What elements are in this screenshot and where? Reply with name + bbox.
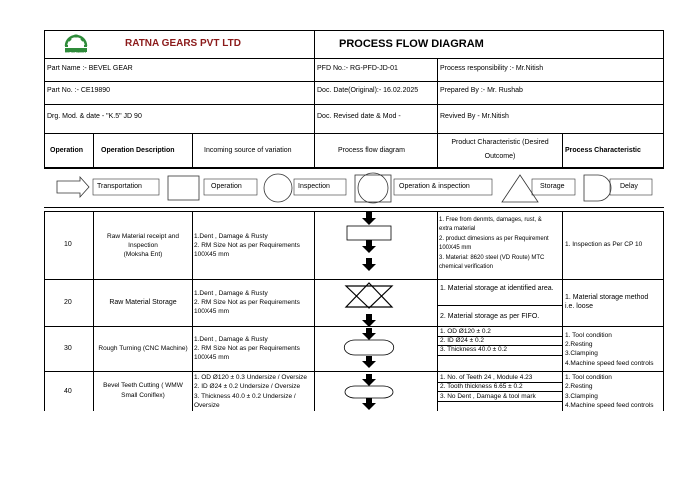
row-10-incoming-2: 2. RM Size Not as per Requirements (194, 242, 300, 249)
row-40-incoming-1: 1. OD Ø120 ± 0.3 Undersize / Oversize (194, 374, 308, 381)
row-10-desc-1: Raw Material receipt and (107, 233, 179, 240)
row-10-product-1: 1. Free from denmts, damages, rust, & (439, 217, 542, 223)
row-40-desc-1: Bevel Teeth Cutting ( WMW (103, 382, 183, 389)
row-40-product-2: 2. Tooth thickness 6.65 ± 0.2 (440, 383, 523, 390)
col-product-1: Product Characteristic (Desired (451, 139, 549, 146)
row-10-process-1: 1. Inspection as Per CP 10 (565, 241, 643, 248)
company-name: RATNA GEARS PVT LTD (125, 38, 241, 49)
doc-date: Doc. Date(Original):- 16.02.2025 (317, 87, 419, 94)
operation-step-40 (345, 386, 393, 398)
row-10-product-3: 2. product dimesions as per Requirement (439, 236, 549, 242)
row-10-product-6: chemical verification (439, 264, 494, 270)
row-40-product-3: 3. No Dent , Damage & tool mark (440, 393, 536, 400)
row-10-incoming-1: 1.Dent , Damage & Rusty (194, 233, 268, 240)
row-30-product-2: 2. ID Ø24 ± 0.2 (440, 337, 485, 344)
row-30-process-3: 3.Clamping (565, 350, 598, 357)
legend-delay: Delay (620, 183, 638, 190)
row-30-process-2: 2.Resting (565, 341, 593, 348)
row-40-incoming-2: 2. ID Ø24 ± 0.2 Undersize / Oversize (194, 383, 301, 390)
row-40-incoming-3: 3. Thickness 40.0 ± 0.2 Undersize / (194, 393, 296, 400)
row-10-desc-3: (Moksha Ent) (123, 251, 163, 258)
row-30-incoming-1: 1.Dent , Damage & Rusty (194, 336, 268, 343)
row-10-desc-2: Inspection (128, 242, 158, 249)
row-40-process-1: 1. Tool condition (565, 374, 612, 381)
row-30-incoming-3: 100X45 mm (194, 354, 230, 361)
row-20-incoming-2: 2. RM Size Not as per Requirements (194, 299, 300, 306)
row-40-op: 40 (64, 388, 72, 395)
row-20-incoming-3: 100X45 mm (194, 308, 230, 315)
row-40-process-3: 3.Clamping (565, 393, 598, 400)
row-10-product-2: extra material (439, 226, 476, 232)
row-20-incoming-1: 1.Dent , Damage & Rusty (194, 290, 268, 297)
operation-step-30 (344, 340, 393, 355)
row-30-incoming-2: 2. RM Size Not as per Requirements (194, 345, 300, 352)
row-30-product-3: 3. Thickness 40.0 ± 0.2 (440, 346, 508, 353)
row-40-desc-2: Small Coniflex) (121, 392, 165, 399)
col-process: Process Characteristic (565, 147, 641, 154)
col-flow: Process flow diagram (338, 147, 405, 154)
row-40-process-2: 2.Resting (565, 383, 593, 390)
legend-inspection: Inspection (298, 183, 330, 190)
col-product-2: Outcome) (484, 153, 516, 160)
operation-step-10 (347, 226, 391, 240)
row-30-process-1: 1. Tool condition (565, 332, 612, 339)
revived-by: Revived By - Mr.Nitish (440, 113, 509, 120)
drawing-mod: Drg. Mod. & date - "K.5" JD 90 (47, 113, 142, 120)
pfd-no: PFD No.:- RG-PFD-JD-01 (317, 65, 398, 72)
doc-title: PROCESS FLOW DIAGRAM (339, 38, 484, 50)
part-name: Part Name :- BEVEL GEAR (47, 65, 133, 72)
row-30-product-1: 1. OD Ø120 ± 0.2 (440, 328, 491, 335)
row-20-op: 20 (64, 299, 72, 306)
row-40-process-4: 4.Machine speed feed controls (565, 402, 654, 409)
row-10-product-5: 3. Material: 8620 steel (VD Route) MTC (439, 255, 545, 261)
row-20-product-2: 2. Material storage as per FIFO. (440, 313, 540, 320)
row-40-incoming-4: Oversize (194, 402, 220, 409)
row-30-process-4: 4.Machine speed feed controls (565, 360, 654, 367)
row-20-process-1: 1. Material storage method (565, 294, 649, 301)
row-40-product-1: 1. No. of Teeth 24 , Module 4.23 (440, 374, 533, 381)
legend-storage: Storage (540, 183, 565, 190)
row-10-incoming-3: 100X45 mm (194, 251, 230, 258)
row-30-op: 30 (64, 345, 72, 352)
legend-operation: Operation (211, 183, 242, 190)
row-10-product-4: 100X45 mm (439, 245, 472, 251)
part-no: Part No. :- CE19890 (47, 87, 111, 94)
prepared-by: Prepared By :- Mr. Rushab (440, 87, 523, 94)
logo-text: RATNA GEARS (65, 50, 87, 54)
col-operation: Operation (50, 147, 84, 154)
legend-op-inspection: Operation & inspection (399, 183, 470, 190)
row-20-desc-1: Raw Material Storage (109, 299, 177, 306)
row-30-desc-1: Rough Turning (CNC Machine) (98, 345, 188, 352)
row-10-op: 10 (64, 241, 72, 248)
row-20-process-2: i.e. loose (565, 303, 594, 310)
legend-transportation: Transportation (97, 183, 142, 190)
doc-revised: Doc. Revised date & Mod - (317, 113, 401, 120)
col-incoming: Incoming source of variation (204, 147, 292, 154)
col-description: Operation Description (101, 147, 175, 154)
row-20-product-1: 1. Material storage at identified area. (440, 285, 554, 292)
process-responsibility: Process responsibility :- Mr.Nitish (440, 65, 544, 72)
